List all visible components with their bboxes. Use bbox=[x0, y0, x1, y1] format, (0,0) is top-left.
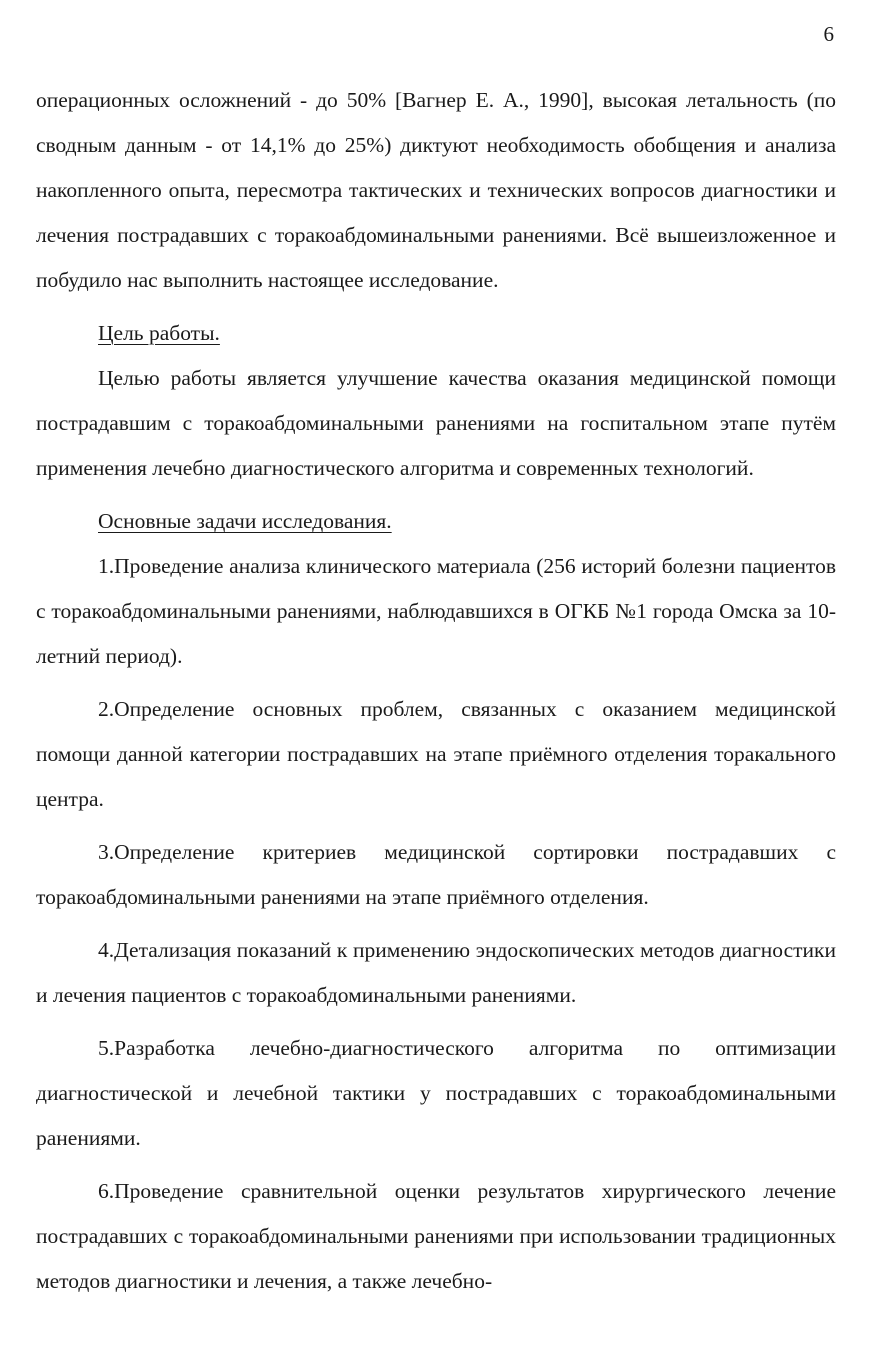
task-item-6: 6.Проведение сравнительной оценки результатов хирургического лечение пострадавших с торакоабдоминальными ранениями при использовании традиционных методов диагностики и лечения, а также лечебно- bbox=[36, 1179, 836, 1293]
task-item-3: 3.Определение критериев медицинской сортировки пострадавших с торакоабдоминальными ранениями на этапе приёмного отделения. bbox=[36, 840, 836, 909]
tasks-heading: Основные задачи исследования. bbox=[98, 509, 392, 533]
intro-paragraph: операционных осложнений - до 50% [Вагнер Е. А., 1990], высокая летальность (по сводным данным - от 14,1% до 25%) диктуют необходимость обобщения и анализа накопленного опыта, пересмотра тактических и технических вопросов диагностики и лечения пострадавших с торакоабдоминальными ранениями. Всё вышеизложенное и побудило нас выполнить настоящее исследование. bbox=[36, 88, 836, 292]
page-number: 6 bbox=[823, 22, 834, 46]
task-item-1: 1.Проведение анализа клинического материала (256 историй болезни пациентов с торакоабдоминальными ранениями, наблюдавшихся в ОГКБ №1 города Омска за 10-летний период). bbox=[36, 554, 836, 668]
task-item-5: 5.Разработка лечебно-диагностического алгоритма по оптимизации диагностической и лечебной тактики у пострадавших с торакоабдоминальными ранениями. bbox=[36, 1036, 836, 1150]
body-text bbox=[36, 78, 836, 1304]
task-item-4: 4.Детализация показаний к применению эндоскопических методов диагностики и лечения пациентов с торакоабдоминальными ранениями. bbox=[36, 938, 836, 1007]
task-item-2: 2.Определение основных проблем, связанных с оказанием медицинской помощи данной категории пострадавших на этапе приёмного отделения торакального центра. bbox=[36, 697, 836, 811]
goal-paragraph: Целью работы является улучшение качества оказания медицинской помощи пострадавшим с торакоабдоминальными ранениями на госпитальном этапе путём применения лечебно диагностического алгоритма и современных технологий. bbox=[36, 366, 836, 480]
goal-heading: Цель работы. bbox=[98, 321, 220, 345]
